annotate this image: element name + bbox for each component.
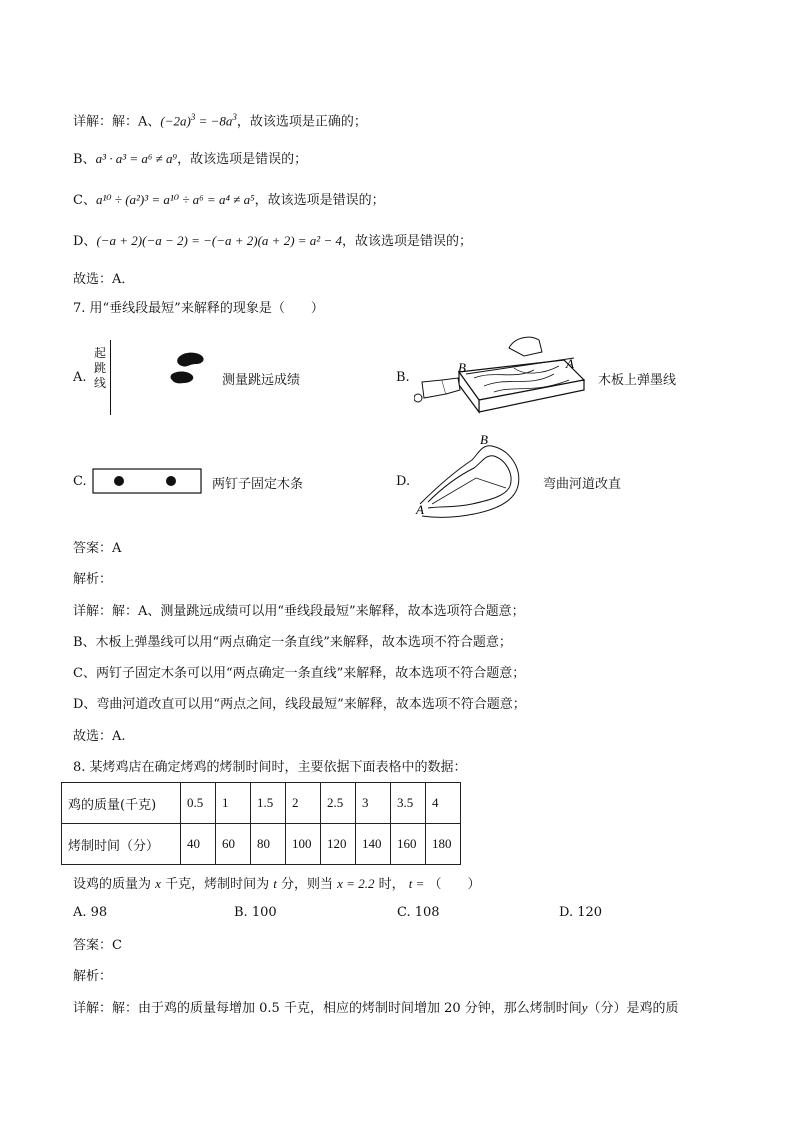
takeoff-char-1: 起 <box>94 346 107 360</box>
q8-detail <box>73 999 679 1018</box>
table-cell: 120 <box>321 824 356 865</box>
table-cell: 80 <box>251 824 286 865</box>
q6-conclusion: 故选：A． <box>73 272 135 287</box>
q6-a-math-right: = −8a <box>195 113 233 129</box>
q7-option-d-caption: 弯曲河道改直 <box>543 477 622 492</box>
q8-q-part3: 分，则当 <box>281 877 334 892</box>
q8-q-part4: 时， <box>378 877 405 892</box>
q7-stem: 7. 用“垂线段最短”来解释的现象是（ ） <box>73 301 324 316</box>
q8-q-part2: 千克，烤制时间为 <box>165 877 270 892</box>
q7-analysis-label: 解析： <box>73 572 113 587</box>
q8-var-x: x <box>155 876 161 891</box>
q8-detail-var-y: y <box>581 1000 588 1015</box>
q7-option-c-label: C. <box>73 474 87 489</box>
q6-a-math-left: (−2a) <box>160 113 191 129</box>
q7-option-b-label: B. <box>396 370 410 385</box>
q7-option-b-caption: 木板上弹墨线 <box>598 373 677 388</box>
table-cell: 4 <box>426 783 461 824</box>
nailed-strip-figure <box>92 468 202 494</box>
q6-a-tail: ，故该选项是正确的； <box>236 114 367 130</box>
table-cell: 3 <box>356 783 391 824</box>
table-cell: 180 <box>426 824 461 865</box>
q7-detail-b: B、木板上弹墨线可以用“两点确定一条直线”来解释，故本选项不符合题意； <box>73 635 512 650</box>
table-cell: 1 <box>216 783 251 824</box>
q6-detail-prefix: 详解：解：A、 <box>73 114 161 130</box>
q6-c-math: a¹⁰ ÷ (a²)³ = a¹⁰ ÷ a⁶ = a⁴ ≠ a⁵ <box>95 192 255 207</box>
q8-condition: x = 2.2 <box>337 876 375 891</box>
q6-a-exp2: 3 <box>232 112 237 122</box>
q6-d-prefix: D、 <box>73 234 97 249</box>
takeoff-char-2: 跳 <box>94 361 107 375</box>
q8-answer: 答案：C <box>73 938 122 953</box>
q8-detail-start: 详解：解：由于鸡的质量每增加 0.5 千克，相应的烤制时间增加 20 分钟，那么烤制时间 <box>73 1001 582 1016</box>
table-cell: 100 <box>286 824 321 865</box>
q8-var-t-eq: t = <box>408 876 425 891</box>
q8-question <box>73 875 481 894</box>
q6-c-tail: ，故该选项是错误的； <box>254 193 385 208</box>
nail-2-icon <box>166 476 176 486</box>
q8-q-part1: 设鸡的质量为 <box>73 877 152 892</box>
q6-a-exp: 3 <box>190 112 196 122</box>
q7-detail-c: C、两钉子固定木条可以用“两点确定一条直线”来解释，故本选项不符合题意； <box>73 666 526 681</box>
table-row <box>62 824 461 865</box>
wood-point-a: A <box>566 356 574 371</box>
q7-option-a-label: A. <box>73 370 87 385</box>
q8-choice-c: C. 108 <box>397 905 440 920</box>
table-cell: 60 <box>216 824 251 865</box>
q6-detail-a <box>73 108 367 131</box>
nail-1-icon <box>114 476 124 486</box>
q6-b-prefix: B、 <box>73 152 96 167</box>
wood-point-b: B <box>458 360 466 375</box>
q8-choice-b: B. 100 <box>234 905 277 920</box>
q6-detail-d <box>73 232 472 251</box>
table-cell: 1.5 <box>251 783 286 824</box>
q7-option-d-label: D. <box>396 474 411 489</box>
q8-data-table <box>61 782 461 865</box>
q6-detail-c <box>73 191 385 210</box>
q8-var-t: t <box>273 876 277 891</box>
q8-detail-end: （分）是鸡的质 <box>587 1001 679 1016</box>
q6-detail-b <box>73 150 307 169</box>
table-cell: 3.5 <box>391 783 426 824</box>
takeoff-char-3: 线 <box>94 376 107 390</box>
river-point-a: A <box>416 502 424 517</box>
table-cell: 40 <box>181 824 216 865</box>
takeoff-line-figure <box>90 340 120 415</box>
takeoff-line <box>110 340 111 415</box>
river-figure <box>414 432 534 522</box>
q7-option-c-caption: 两钉子固定木条 <box>212 477 304 492</box>
river-point-b: B <box>480 432 488 447</box>
table-cell: 2.5 <box>321 783 356 824</box>
q7-detail-d: D、弯曲河道改直可以用“两点之间，线段最短”来解释，故本选项不符合题意； <box>73 697 526 712</box>
table-cell: 160 <box>391 824 426 865</box>
q6-c-prefix: C、 <box>73 193 96 208</box>
q7-option-a-caption: 测量跳远成绩 <box>222 373 301 388</box>
q8-analysis-label: 解析： <box>73 969 113 984</box>
q7-conclusion: 故选：A. <box>73 729 126 744</box>
q7-answer: 答案：A <box>73 541 122 556</box>
q6-d-tail: ，故该选项是错误的； <box>341 234 472 249</box>
mass-header-cell: 鸡的质量(千克) <box>62 783 181 824</box>
wood-board-figure <box>414 330 594 418</box>
q8-choice-d: D. 120 <box>559 905 603 920</box>
q6-b-tail: ，故该选项是错误的； <box>177 152 308 167</box>
q7-detail-a: 详解：解：A、测量跳远成绩可以用“垂线段最短”来解释，故本选项符合题意； <box>73 604 525 619</box>
q8-stem: 8. 某烤鸡店在确定烤鸡的烤制时间时，主要依据下面表格中的数据： <box>73 760 467 775</box>
table-cell: 140 <box>356 824 391 865</box>
time-header-cell: 烤制时间（分） <box>62 824 181 865</box>
table-cell: 0.5 <box>181 783 216 824</box>
footprint-icon <box>166 350 214 390</box>
q6-d-math: (−a + 2)(−a − 2) = −(−a + 2)(a + 2) = a² − 4 <box>96 233 342 248</box>
takeoff-line-text <box>94 346 106 391</box>
q8-choice-a: A. 98 <box>73 905 108 920</box>
table-cell: 2 <box>286 783 321 824</box>
q8-q-part5: （ ） <box>428 877 481 892</box>
q6-b-math: a³ · a³ = a⁶ ≠ a⁹ <box>95 151 178 166</box>
table-row <box>62 783 461 824</box>
